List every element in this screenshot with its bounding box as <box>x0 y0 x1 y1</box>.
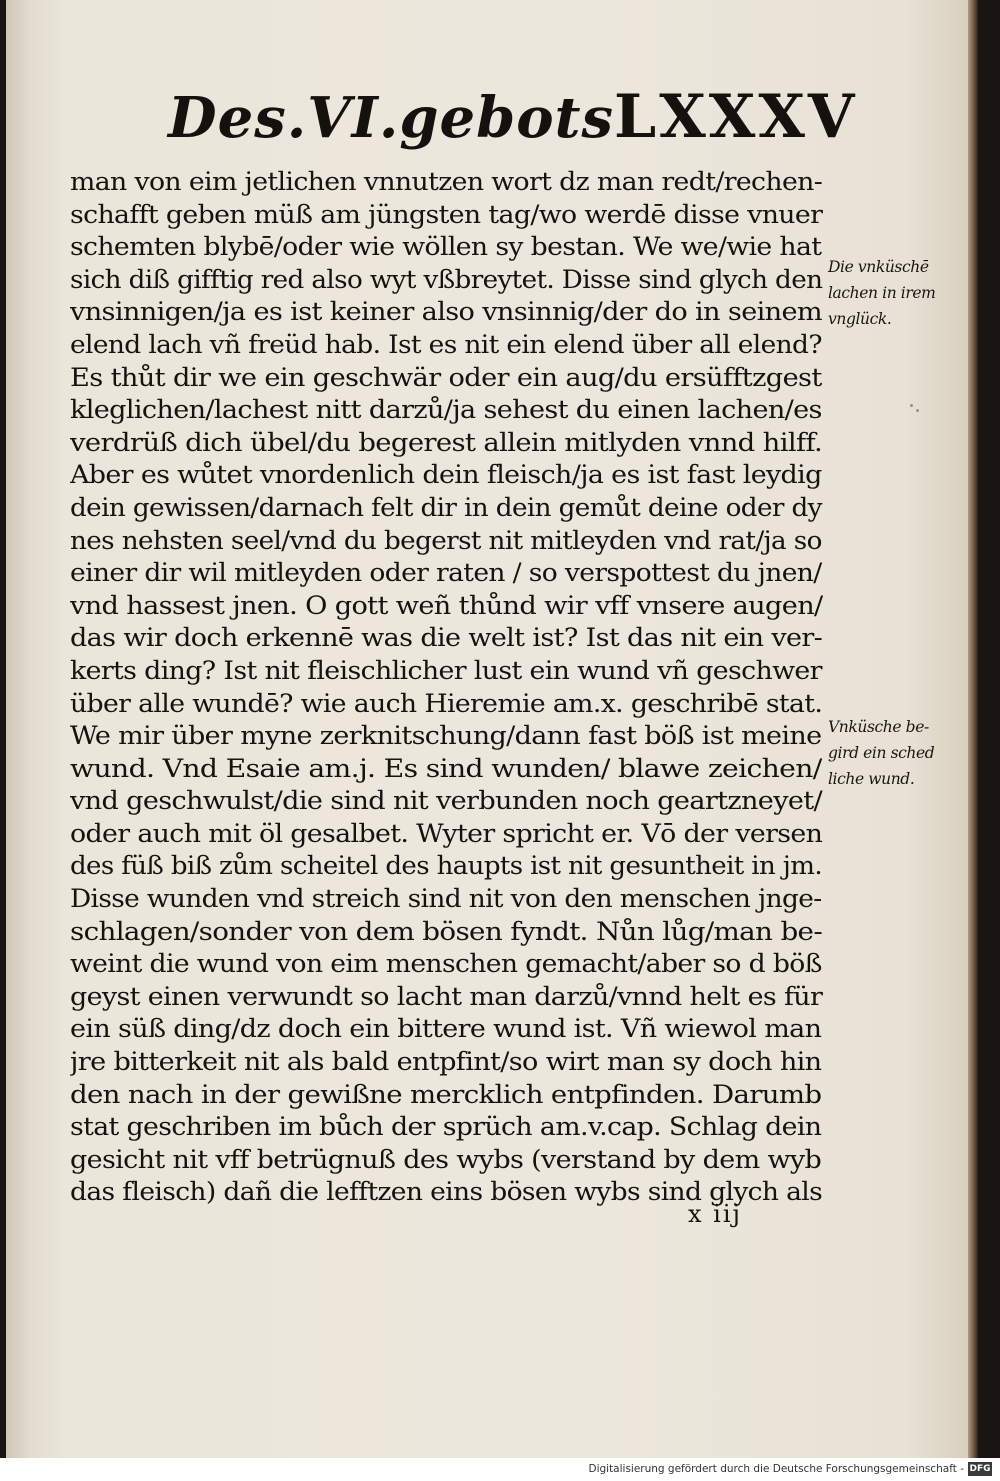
footer-credit: Digitalisierung gefördert durch die Deutsche Forschungsgemeinschaft - <box>588 1463 964 1475</box>
text-line: dein gewissen/darnach felt dir in dein gemůt deine oder dy <box>70 492 822 522</box>
text-line: elend lach vñ freüd hab. Ist es nit ein elend über all elend? <box>70 329 822 359</box>
gloss-line: Vnküsche be- <box>828 718 929 736</box>
text-line: nes nehsten seel/vnd du begerst nit mitleyden vnd rat/ja so <box>70 525 822 555</box>
folio-number: LXXXV <box>614 82 858 152</box>
text-line: vnd geschwulst/die sind nit verbunden noch geartzneyet/ <box>70 786 822 816</box>
text-line: verdrüß dich übel/du begerest allein mitlyden vnnd hilff. <box>70 427 823 457</box>
marginal-gloss <box>828 714 963 792</box>
text-line: das wir doch erkennē was die welt ist? Ist das nit ein ver- <box>70 623 823 653</box>
text-line: Es thůt dir we ein geschwär oder ein aug/du ersüfftzgest <box>70 362 822 392</box>
text-line: den nach in der gewißne mercklich entpfinden. Darumb <box>70 1079 822 1109</box>
page-edge <box>968 0 978 1458</box>
text-line: gesicht nit vff betrügnuß des wybs (verstand by dem wyb <box>70 1144 822 1174</box>
text-line: geyst einen verwundt so lacht man darzů/vnnd helt es für <box>70 981 823 1011</box>
text-line: wund. Vnd Esaie am.j. Es sind wunden/ blawe zeichen/ <box>70 753 822 783</box>
text-line: das fleisch) dañ die lefftzen eins bösen wybs sind glych als <box>70 1177 823 1207</box>
text-line: ein süß ding/dz doch ein bittere wund ist. Vñ wiewol man <box>70 1014 822 1044</box>
text-line: einer dir wil mitleyden oder raten / so verspottest du jnen/ <box>70 558 822 588</box>
text-line: jre bitterkeit nit als bald entpfint/so wirt man sy doch hin <box>70 1047 822 1077</box>
running-head <box>168 82 858 162</box>
text-line: vnsinnigen/ja es ist keiner also vnsinnig/der do in seinem <box>70 297 823 327</box>
text-line: schemten blybē/oder wie wöllen sy bestan. We we/wie hat <box>70 232 822 262</box>
text-line: sich diß gifftig red also wyt vßbreytet. Disse sind glych den <box>70 264 823 294</box>
paper-speck <box>910 404 913 407</box>
text-line: vnd hassest jnen. O gott weñ thůnd wir vff vnsere augen/ <box>70 590 823 620</box>
text-line: We mir über myne zerknitschung/dann fast böß ist meine <box>70 721 822 751</box>
signature-mark: x iij <box>688 1200 742 1228</box>
text-line: schlagen/sonder von dem bösen fyndt. Nůn lůg/man be- <box>70 916 823 946</box>
text-line: schafft geben müß am jüngsten tag/wo werdē disse vnuer <box>70 199 823 229</box>
gloss-line: gird ein sched <box>828 744 935 762</box>
text-line: über alle wundē? wie auch Hieremie am.x. geschribē stat. <box>70 688 823 718</box>
text-line: Disse wunden vnd streich sind nit von den menschen jnge- <box>70 884 822 914</box>
body-text <box>70 166 830 1209</box>
text-line: man von eim jetlichen vnnutzen wort dz man redt/rechen- <box>70 167 823 196</box>
running-title: Des.VI.gebots <box>168 85 615 151</box>
dfg-logo: DFG <box>969 1464 991 1474</box>
text-line: stat geschriben im bůch der sprüch am.v.cap. Schlag dein <box>70 1112 822 1142</box>
gloss-line: Die vnküschē <box>828 258 929 276</box>
paper-speck <box>916 409 919 412</box>
text-line: oder auch mit öl gesalbet. Wyter spricht er. Vō der versen <box>70 818 823 848</box>
text-line: Aber es wůtet vnordenlich dein fleisch/ja es ist fast leydig <box>70 460 822 490</box>
gloss-line: lachen in irem <box>828 284 936 302</box>
text-line: kleglichen/lachest nitt darzů/ja sehest du einen lachen/es <box>70 395 822 425</box>
text-line: des füß biß zům scheitel des haupts ist nit gesuntheit in jm. <box>70 851 822 881</box>
text-line: kerts ding? Ist nit fleischlicher lust ein wund vñ geschwer <box>70 655 822 685</box>
gloss-line: vnglück. <box>828 310 892 328</box>
gloss-line: liche wund. <box>828 770 915 788</box>
marginal-gloss <box>828 254 963 332</box>
footer-bar <box>0 1458 1000 1481</box>
text-line: weint die wund von eim menschen gemacht/aber so d böß <box>70 949 822 979</box>
